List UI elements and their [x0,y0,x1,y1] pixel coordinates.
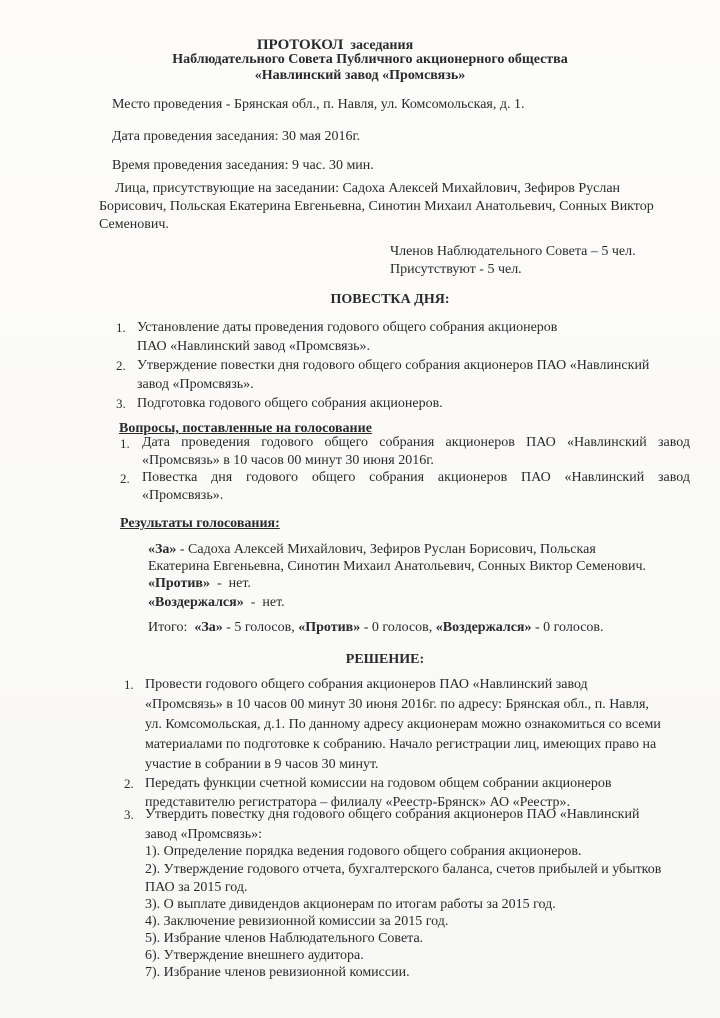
total-abstain: - 0 голосов. [531,620,604,635]
against-value: - нет. [210,576,251,591]
decision-item-number: 1. [124,677,134,692]
agenda-item-2: Утверждение повестки дня годового общего собрания акционеров ПАО «Навлинский [137,358,650,373]
decision-item3-line: 5). Избрание членов Наблюдательного Совета. [145,931,424,946]
agenda-heading: ПОВЕСТКА ДНЯ: [330,292,450,307]
decision-item1-line: материалами по подготовке к собранию. Начало регистрации лиц, имеющих право на [145,737,657,752]
results-heading: Результаты голосования: [120,516,280,531]
votes-against [148,575,251,593]
total-prefix: Итого: [148,620,195,635]
abstain-value: - нет. [243,595,285,610]
title-line-3: «Навлинский завод «Промсвязь» [254,68,466,83]
decision-item1-line: Провести годового общего собрания акционеров ПАО «Навлинский завод [145,677,588,692]
question-2: Повестка дня годового общего собрания акционеров ПАО «Навлинский завод [142,470,690,485]
total-abstain-label: «Воздержался» [435,620,532,635]
title-rest: заседания [350,38,414,53]
agenda-item-number: 1. [116,320,126,335]
attendees-line-1: Лица, присутствующие на заседании: Садоха Алексей Михайлович, Зефиров Руслан [115,181,621,196]
decision-item3-line: 4). Заключение ревизионной комиссии за 2015 год. [145,914,449,929]
decision-item3-line: 6). Утверждение внешнего аудитора. [145,948,364,963]
decision-item3-line: Утвердить повестку дня годового общего собрания акционеров ПАО «Навлинский [145,807,640,822]
title-line-2: Наблюдательного Совета Публичного акционерного общества [172,52,568,67]
decision-item3-line: ПАО за 2015 год. [145,880,248,895]
members-count: Членов Наблюдательного Совета – 5 чел. [390,244,636,259]
attending-count: Присутствуют - 5 чел. [390,262,522,277]
decision-item-number: 2. [124,776,134,791]
agenda-item-number: 3. [116,396,126,411]
question-number: 1. [120,436,130,451]
decision-item3-line: 1). Определение порядка ведения годового общего собрания акционеров. [145,844,582,859]
votes-abstain [148,594,285,612]
attendees-line-2: Борисович, Польская Екатерина Евгеньевна, Синотин Михаил Анатольевич, Сонных Виктор [99,199,654,214]
agenda-item-2-cont: завод «Промсвязь». [137,377,254,392]
decision-item2-line: Передать функции счетной комиссии на годовом общем собрании акционеров [145,776,612,791]
votes-for-cont: Екатерина Евгеньевна, Синотин Михаил Анатольевич, Сонных Виктор Семенович. [148,559,647,574]
agenda-item-1-cont: ПАО «Навлинский завод «Промсвязь». [137,339,371,354]
decision-item1-line: участие в собрании в 9 часов 30 минут. [145,757,379,772]
against-label: «Против» [148,576,210,591]
decision-item3-line: 3). О выплате дивидендов акционерам по итогам работы за 2015 год. [145,897,556,912]
abstain-label: «Воздержался» [148,595,244,610]
decision-item3-line: 2). Утверждение годового отчета, бухгалтерского баланса, счетов прибылей и убытков [145,862,662,877]
meeting-time: Время проведения заседания: 9 час. 30 мин. [112,158,374,173]
total-against-label: «Против» [298,620,361,635]
total-for: - 5 голосов, [222,620,299,635]
decision-item3-line: завод «Промсвязь»: [145,827,263,842]
question-number: 2. [120,471,130,486]
votes-total [148,619,604,637]
question-1: Дата проведения годового общего собрания акционеров ПАО «Навлинский завод [142,435,690,450]
agenda-item-number: 2. [116,358,126,373]
decision-item1-line: ул. Комсомольская, д.1. По данному адресу акционерам можно ознакомиться со всеми [145,717,661,732]
votes-for [148,541,596,559]
total-for-label: «За» [194,620,223,635]
question-1-cont: «Промсвязь» в 10 часов 00 минут 30 июня 2016г. [142,453,434,468]
decision-item2-line: представителю регистратора – филиалу «Реестр-Брянск» АО «Реестр». [145,795,570,810]
attendees-line-3: Семенович. [99,217,169,232]
meeting-place: Место проведения - Брянская обл., п. Навля, ул. Комсомольская, д. 1. [112,97,525,112]
for-label: «За» [148,542,177,557]
question-2-cont: «Промсвязь». [142,488,224,503]
for-names: - Садоха Алексей Михайлович, Зефиров Руслан Борисович, Польская [176,542,596,557]
agenda-item-1: Установление даты проведения годового общего собрания акционеров [137,320,558,335]
meeting-date: Дата проведения заседания: 30 мая 2016г. [112,129,361,144]
decision-item-number: 3. [124,807,134,822]
decision-item3-line: 7). Избрание членов ревизионной комиссии. [145,965,410,980]
title-main: ПРОТОКОЛ [256,37,344,53]
total-against: - 0 голосов, [360,620,436,635]
decision-item1-line: «Промсвязь» в 10 часов 00 минут 30 июня 2016г. по адресу: Брянская обл., п. Навля, [145,697,649,712]
agenda-item-3: Подготовка годового общего собрания акционеров. [137,396,443,411]
decision-heading: РЕШЕНИЕ: [345,652,425,667]
questions-heading: Вопросы, поставленные на голосование [119,421,372,436]
